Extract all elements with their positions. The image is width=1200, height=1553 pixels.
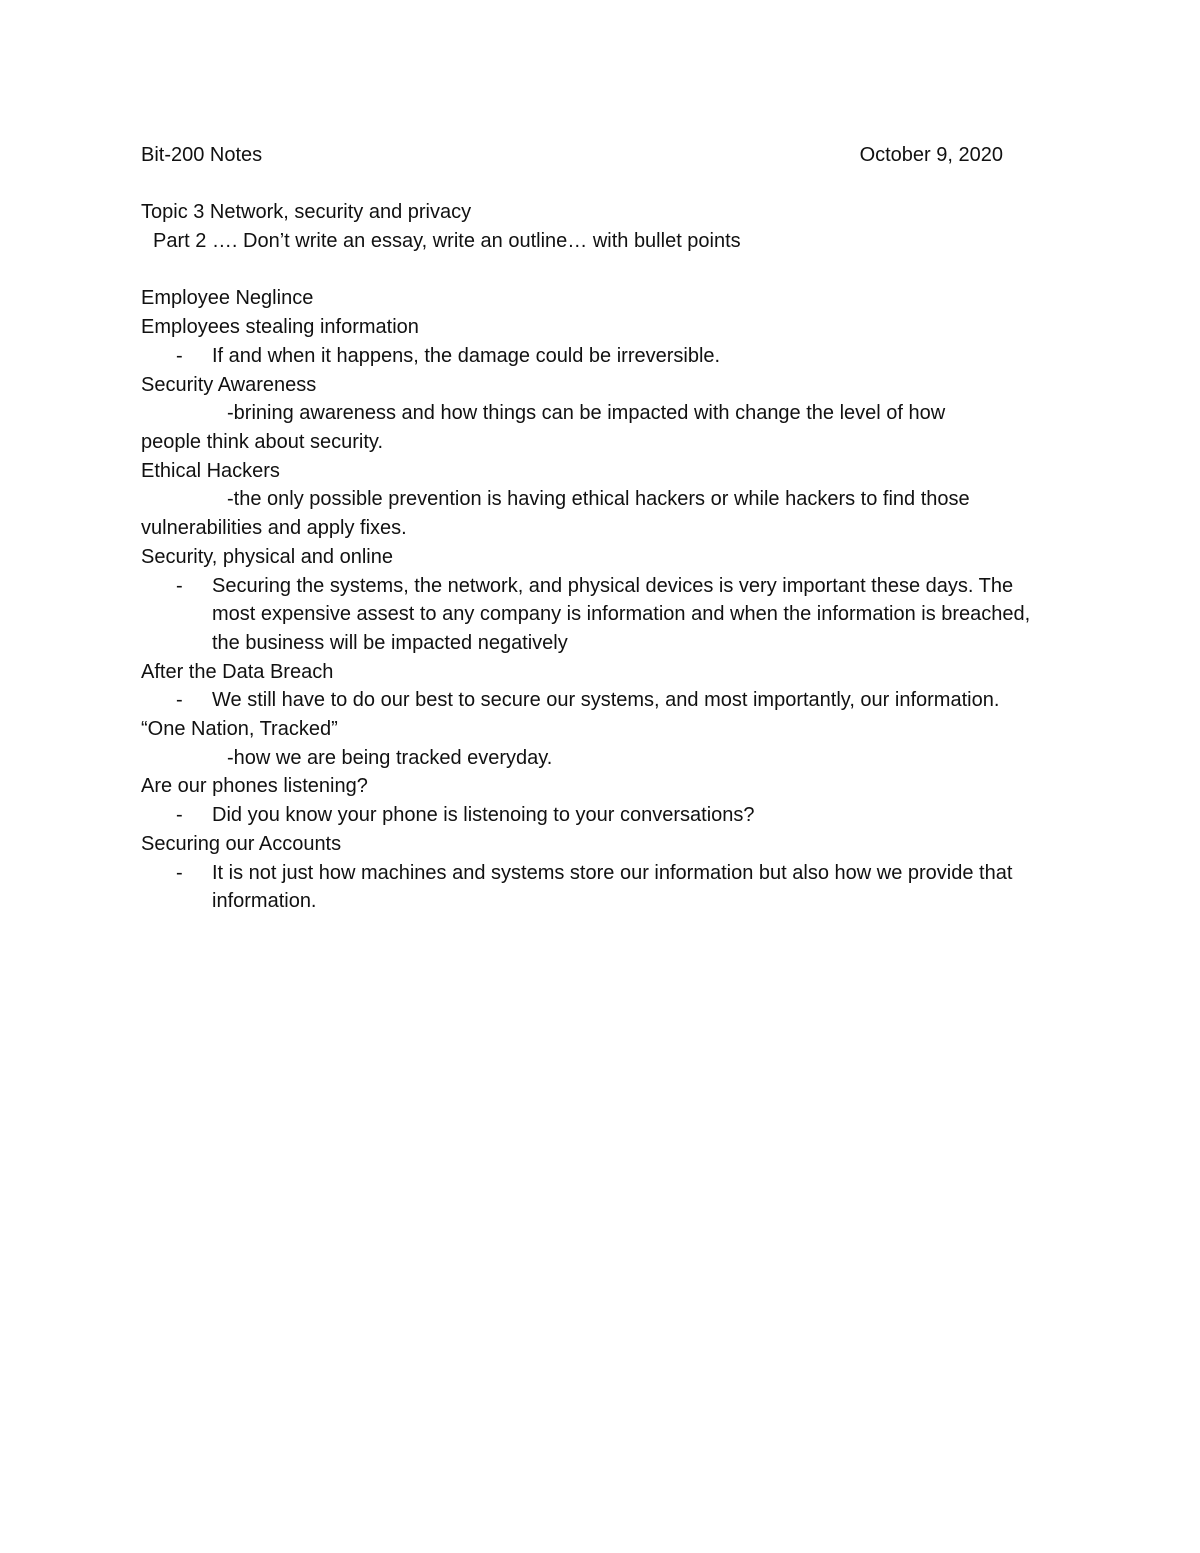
section-heading: Securing our Accounts	[141, 832, 342, 855]
bullet-dash: -	[176, 689, 183, 712]
bullet-text: We still have to do our best to secure our systems, and most importantly, our information.	[212, 689, 1000, 712]
note-date: October 9, 2020	[859, 144, 1003, 166]
section-heading: After the Data Breach	[141, 660, 334, 683]
course-title: Bit-200 Notes	[141, 144, 263, 166]
bullet-dash: -	[176, 804, 183, 827]
bullet-dash: -	[176, 344, 183, 367]
note-continuation: vulnerabilities and apply fixes.	[141, 517, 407, 540]
bullet-text: Did you know your phone is listenoing to your conversations?	[212, 804, 755, 827]
section-heading: Security Awareness	[141, 373, 317, 396]
note-continuation: people think about security.	[141, 431, 384, 453]
section-heading: Security, physical and online	[141, 545, 393, 568]
bullet-dash: -	[176, 574, 183, 597]
bullet-text: Securing the systems, the network, and physical devices is very important these days. The most expensive assest to any company is information and when the information is breached, the business will be impacted negatively	[212, 574, 1031, 654]
bullet-dash: -	[176, 861, 183, 884]
tabbed-note: -how we are being tracked everyday.	[227, 746, 553, 769]
bullet-item	[141, 686, 1041, 715]
bullet-item	[141, 859, 1041, 916]
topic-title: Topic 3 Network, security and privacy	[141, 201, 472, 224]
section-heading: Employee Neglince	[141, 287, 314, 310]
section-heading: Ethical Hackers	[141, 459, 280, 482]
bullet-item	[141, 572, 1041, 658]
document-page	[141, 141, 1041, 916]
topic-subtitle: Part 2 …. Don’t write an essay, write an outline… with bullet points	[153, 230, 741, 253]
bullet-item	[141, 342, 1041, 371]
tabbed-note: -the only possible prevention is having ethical hackers or while hackers to find those	[227, 488, 970, 511]
section-heading: Employees stealing information	[141, 316, 419, 339]
bullet-text: It is not just how machines and systems store our information but also how we provide that information.	[212, 861, 1013, 913]
tabbed-note: -brining awareness and how things can be impacted with change the level of how	[227, 402, 946, 425]
section-heading: “One Nation, Tracked”	[141, 718, 338, 741]
spacer	[141, 256, 1041, 285]
header-row	[141, 141, 1003, 170]
section-heading: Are our phones listening?	[141, 775, 368, 798]
bullet-text: If and when it happens, the damage could be irreversible.	[212, 344, 721, 367]
bullet-item	[141, 801, 1041, 830]
